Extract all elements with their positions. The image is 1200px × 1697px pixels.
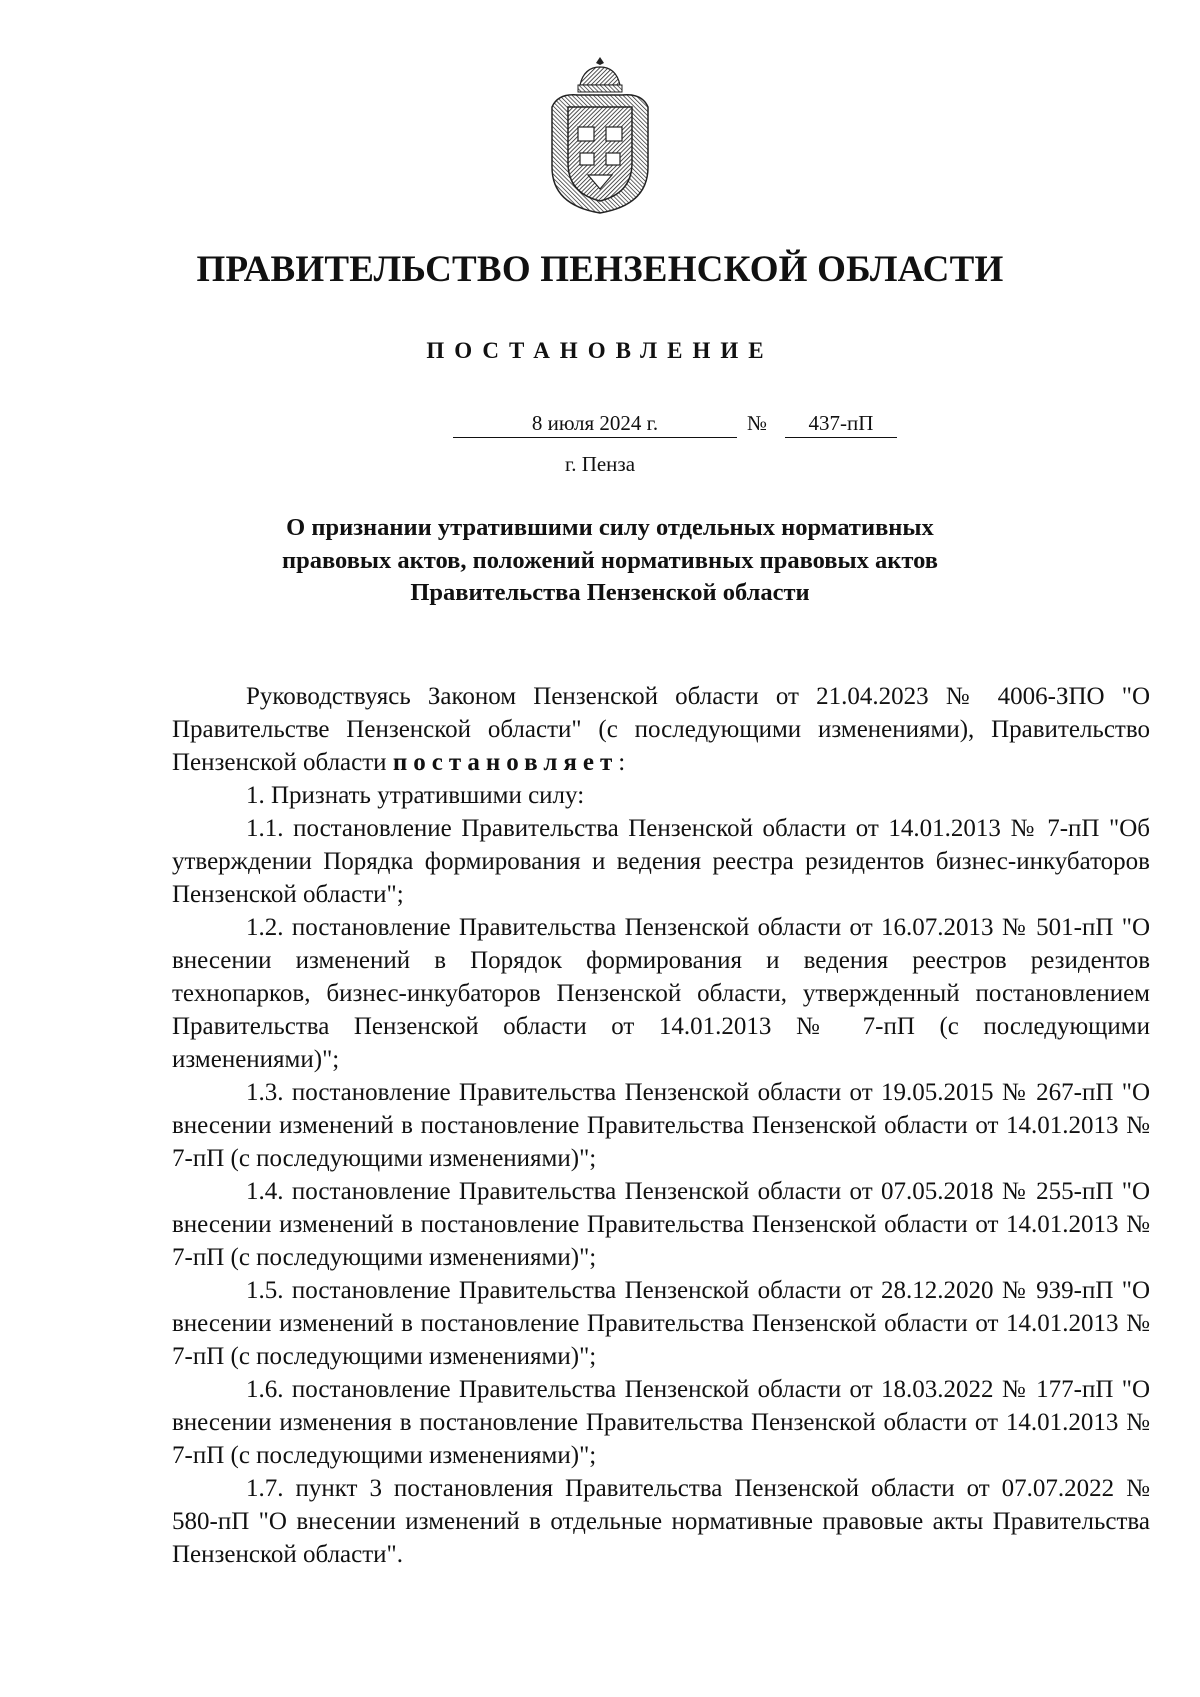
decides-word: постановляет bbox=[392, 749, 619, 776]
intro-text: Руководствуясь Законом Пензенской области от 21.04.2023 № 4006-ЗПО "О Правительстве Пензенской области" (с последующими изменениями), Правительство Пензенской области bbox=[172, 683, 1150, 776]
city: г. Пенза bbox=[564, 452, 636, 476]
item-1-7: 1.7. пункт 3 постановления Правительства Пензенской области от 07.07.2022 № 580-пП "О внесении изменений в отдельные нормативные правовые акты Правительства Пензенской области". bbox=[172, 1475, 1150, 1568]
document-number: 437-пП bbox=[785, 411, 897, 438]
number-sign: № bbox=[747, 411, 768, 435]
document-type: ПОСТАНОВЛЕНИЕ bbox=[426, 338, 774, 363]
date-number-line bbox=[453, 411, 897, 441]
item-1-3: 1.3. постановление Правительства Пензенской области от 19.05.2015 № 267-пП "О внесении изменений в постановление Правительства Пензенской области от 14.01.2013 № 7-пП (с последующими изменениями)"; bbox=[172, 1079, 1150, 1172]
document-body bbox=[172, 680, 1150, 1571]
coat-of-arms-emblem bbox=[544, 55, 656, 215]
item-1-5: 1.5. постановление Правительства Пензенской области от 28.12.2020 № 939-пП "О внесении изменений в постановление Правительства Пензенской области от 14.01.2013 № 7-пП (с последующими изменениями)"; bbox=[172, 1277, 1150, 1370]
intro-paragraph bbox=[172, 680, 1150, 779]
item-1: 1. Признать утратившими силу: bbox=[246, 782, 585, 809]
document-date: 8 июля 2024 г. bbox=[453, 411, 737, 438]
item-1-6: 1.6. постановление Правительства Пензенской области от 18.03.2022 № 177-пП "О внесении изменения в постановление Правительства Пензенской области от 14.01.2013 № 7-пП (с последующими изменениями)"; bbox=[172, 1376, 1150, 1469]
intro-end: : bbox=[618, 749, 626, 776]
item-1-1: 1.1. постановление Правительства Пензенской области от 14.01.2013 № 7-пП "Об утверждении Порядка формирования и ведения реестра резидентов бизнес-инкубаторов Пензенской области"; bbox=[172, 815, 1150, 908]
item-1-4: 1.4. постановление Правительства Пензенской области от 07.05.2018 № 255-пП "О внесении изменений в постановление Правительства Пензенской области от 14.01.2013 № 7-пП (с последующими изменениями)"; bbox=[172, 1178, 1150, 1271]
item-1-2: 1.2. постановление Правительства Пензенской области от 16.07.2013 № 501-пП "О внесении изменений в Порядок формирования и ведения реестров резидентов технопарков, бизнес-инкубаторов Пензенской области, утвержденный постановлением Правительства Пензенской области от 14.01.2013 № 7-пП (с последующими изменениями)"; bbox=[172, 914, 1150, 1073]
document-subject: О признании утратившими силу отдельных нормативных правовых актов, положений нормативных правовых актов Правительства Пензенской области bbox=[282, 514, 938, 606]
government-title: ПРАВИТЕЛЬСТВО ПЕНЗЕНСКОЙ ОБЛАСТИ bbox=[196, 249, 1004, 290]
